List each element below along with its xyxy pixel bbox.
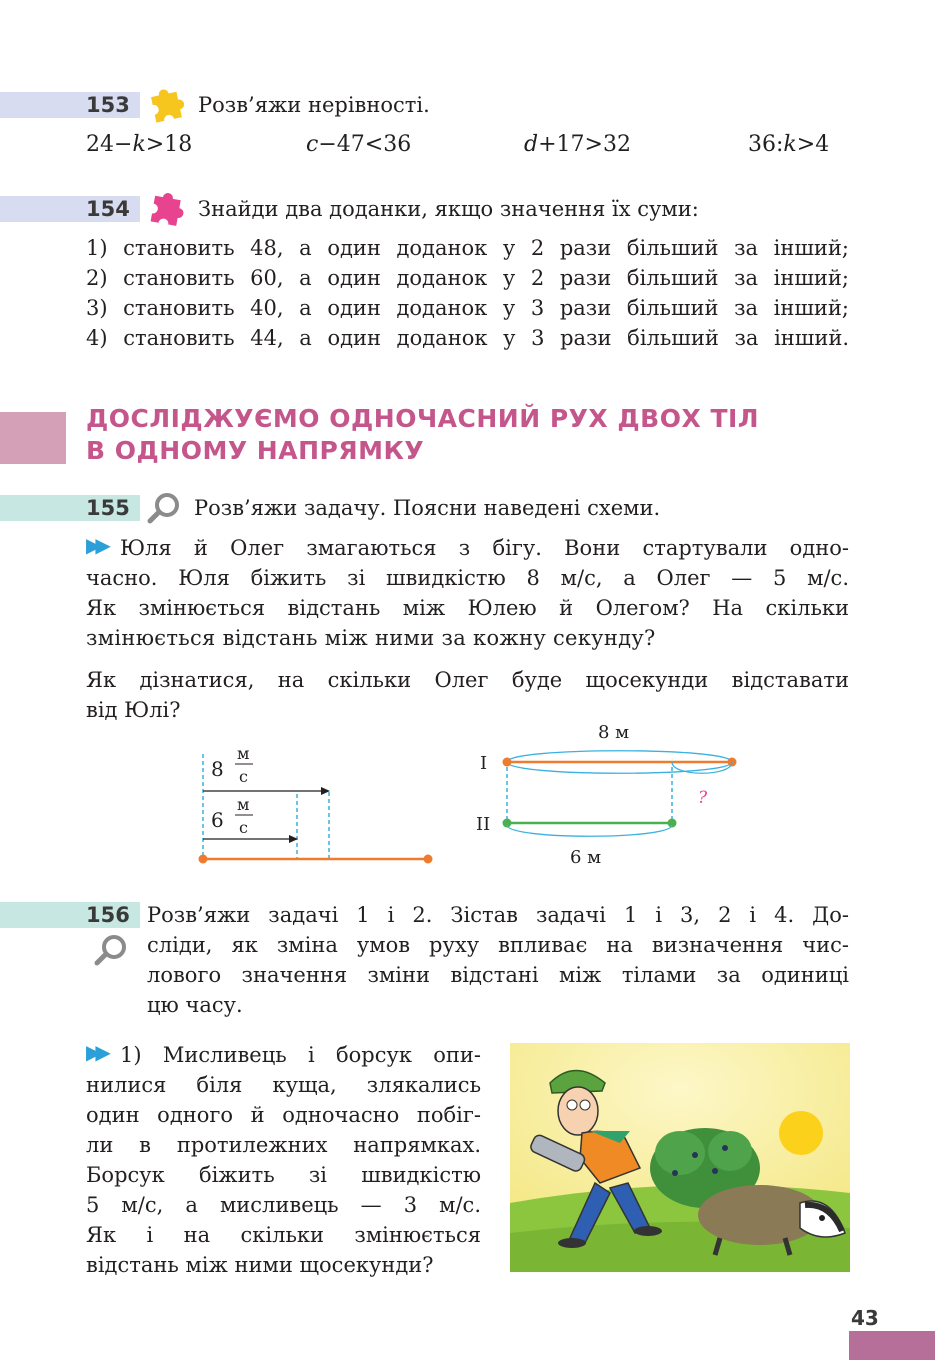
speed-2-value: 6 (211, 808, 224, 832)
speed-1-value: 8 (211, 757, 224, 781)
task-154-item-2: 2) становить 60, а один доданок у 2 рази більший за інший; (86, 266, 849, 290)
task-1-line-3: один одного й одночасно побіг- (86, 1103, 481, 1127)
inequality-2: c−47<36 (306, 132, 412, 157)
task-155-prompt: Розв’яжи задачу. Поясни наведені схеми. (194, 496, 661, 520)
task-1-arrow-icon: ▶▶ (86, 1040, 105, 1064)
task-156-number: 156 (86, 903, 130, 927)
task-1-line-5: Борсук біжить зі швидкістю (86, 1163, 481, 1187)
task-156-line-4: цю часу. (147, 993, 243, 1017)
task-154-item-3: 3) становить 40, а один доданок у 3 рази більший за інший; (86, 296, 849, 320)
section-heading-line-2: В ОДНОМУ НАПРЯМКУ (86, 436, 425, 465)
row-label-2: II (476, 814, 491, 835)
distance-bottom-label: 6 м (570, 847, 602, 868)
page-number-bar (849, 1331, 935, 1360)
hunter-badger-illustration (510, 1043, 850, 1272)
task-155-question-2: від Юлі? (86, 698, 181, 722)
task-155-line-2: часно. Юля біжить зі швидкістю 8 м/с, а Олег — 5 м/с. (86, 566, 849, 590)
speed-diagram (190, 740, 450, 870)
puzzle-icon (145, 84, 189, 126)
task-1-line-7: Як і на скільки змінюється (86, 1223, 481, 1247)
task-154-number: 154 (86, 197, 130, 221)
task-156-line-3: лового значення зміни відстані між тілами за одиниці (147, 963, 849, 987)
task-155-line-1: Юля й Олег змагаються з бігу. Вони стартували одно- (120, 536, 849, 560)
task-153-prompt: Розв’яжи нерівності. (198, 93, 430, 117)
distance-diagram (470, 715, 760, 875)
section-marker (0, 412, 66, 464)
inequality-1: 24−k>18 (86, 132, 193, 157)
magnifier-icon (145, 490, 185, 526)
task-1-line-6: 5 м/с, а мисливець — 3 м/с. (86, 1193, 481, 1217)
inequality-4: 36:k>4 (748, 132, 830, 157)
task-154-item-4: 4) становить 44, а один доданок у 3 рази більший за інший. (86, 326, 849, 350)
row-label-1: I (480, 753, 488, 774)
task-154-item-1: 1) становить 48, а один доданок у 2 рази більший за інший; (86, 236, 849, 260)
section-heading-line-1: ДОСЛІДЖУЄМО ОДНОЧАСНИЙ РУХ ДВОХ ТІЛ (86, 404, 760, 433)
speed-1-unit-top: м (237, 744, 250, 763)
task-155-line-4: змінюється відстань між ними за кожну секунду? (86, 626, 656, 650)
speed-1-unit-bottom: с (239, 767, 248, 786)
task-156-line-1: Розв’яжи задачі 1 і 2. Зістав задачі 1 і 3, 2 і 4. До- (147, 903, 849, 927)
task-155-line-3: Як змінюється відстань між Юлею й Олегом? На скільки (86, 596, 849, 620)
distance-top-label: 8 м (598, 722, 630, 743)
speed-2-unit-top: м (237, 795, 250, 814)
task-155-arrow-icon: ▶▶ (86, 533, 105, 557)
page-number: 43 (851, 1306, 879, 1330)
task-1-line-1: 1) Мисливець і борсук опи- (120, 1043, 481, 1067)
question-mark: ? (698, 788, 708, 808)
task-155-number: 155 (86, 496, 130, 520)
task-1-line-8: відстань між ними щосекунди? (86, 1253, 434, 1277)
speed-2-unit-bottom: с (239, 818, 248, 837)
magnifier-icon (92, 932, 132, 968)
inequality-3: d+17>32 (524, 132, 631, 157)
task-153-number: 153 (86, 93, 130, 117)
task-1-line-2: нилися біля куща, злякались (86, 1073, 481, 1097)
puzzle-icon (145, 188, 189, 230)
task-155-question-1: Як дізнатися, на скільки Олег буде щосекунди відставати (86, 668, 849, 692)
task-154-prompt: Знайди два доданки, якщо значення їх суми: (198, 197, 699, 221)
task-1-line-4: ли в протилежних напрямках. (86, 1133, 481, 1157)
task-156-line-2: сліди, як зміна умов руху впливає на визначення чис- (147, 933, 849, 957)
